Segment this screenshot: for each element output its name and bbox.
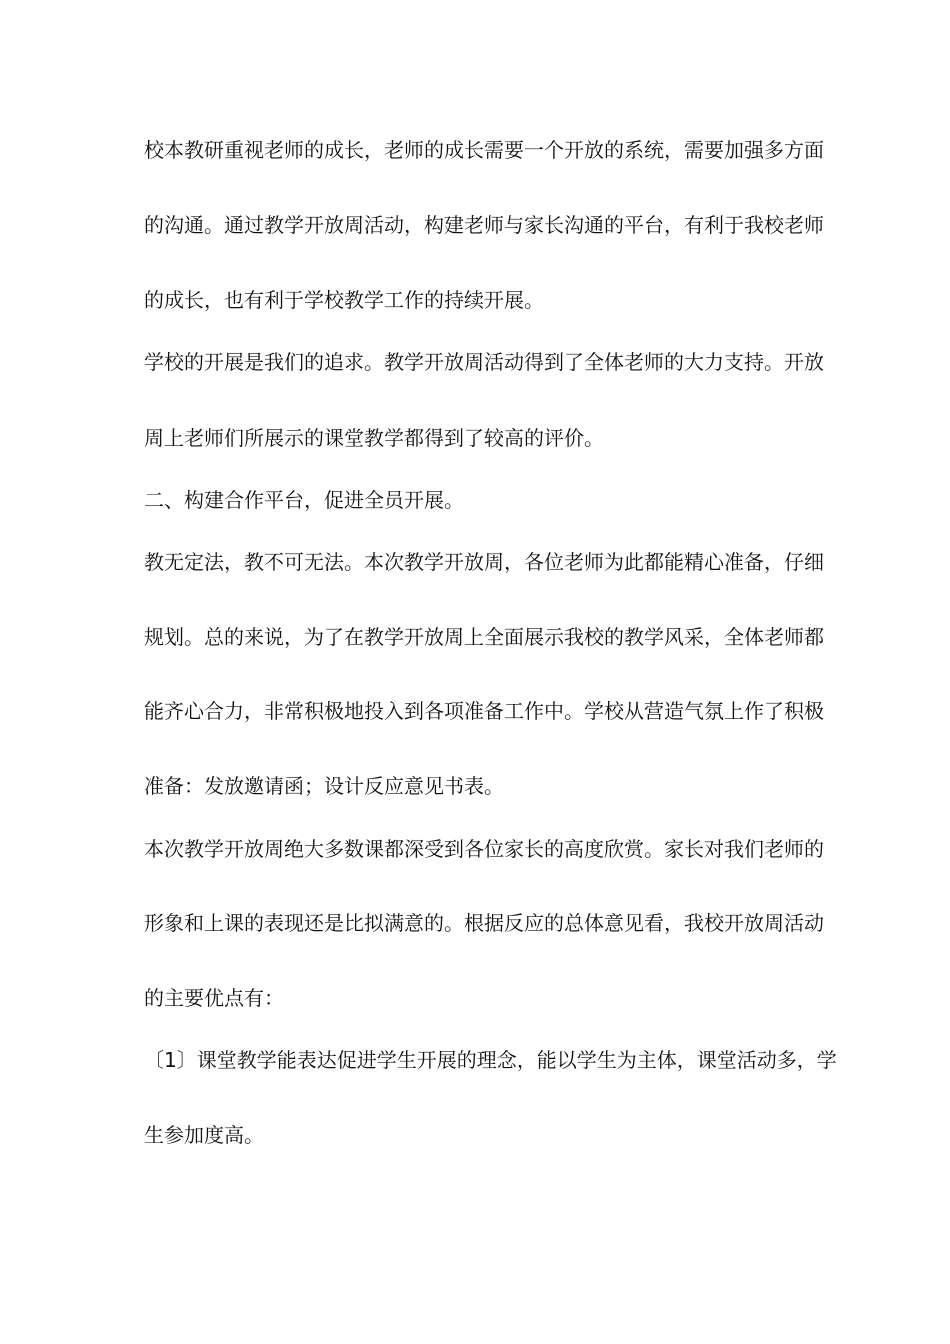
paragraph-line: 的成长，也有利于学校教学工作的持续开展。 (144, 288, 544, 312)
paragraph-line: 的沟通。通过教学开放周活动，构建老师与家长沟通的平台，有利于我校老师 (144, 213, 824, 237)
list-item-line: 生参加度高。 (144, 1123, 264, 1147)
section-heading: 二、构建合作平台，促进全员开展。 (144, 488, 464, 512)
paragraph-line: 本次教学开放周绝大多数课都深受到各位家长的高度欣赏。家长对我们老师的 (144, 837, 824, 861)
paragraph-line: 的主要优点有： (144, 986, 284, 1010)
paragraph-line: 能齐心合力，非常积极地投入到各项准备工作中。学校从营造气氛上作了积极 (144, 699, 824, 723)
paragraph-line: 周上老师们所展示的课堂教学都得到了较高的评价。 (144, 426, 604, 450)
paragraph-line: 教无定法，教不可无法。本次教学开放周，各位老师为此都能精心准备，仔细 (144, 550, 824, 574)
paragraph-line: 准备：发放邀请函；设计反应意见书表。 (144, 774, 504, 798)
paragraph-line: 规划。总的来说，为了在教学开放周上全面展示我校的教学风采，全体老师都 (144, 625, 824, 649)
paragraph-line: 学校的开展是我们的追求。教学开放周活动得到了全体老师的大力支持。开放 (144, 350, 824, 374)
paragraph-line: 形象和上课的表现还是比拟满意的。根据反应的总体意见看，我校开放周活动 (144, 911, 824, 935)
paragraph-line: 校本教研重视老师的成长，老师的成长需要一个开放的系统，需要加强多方面 (144, 138, 824, 162)
list-item-line: 〔1〕课堂教学能表达促进学生开展的理念，能以学生为主体，课堂活动多，学 (144, 1048, 837, 1072)
